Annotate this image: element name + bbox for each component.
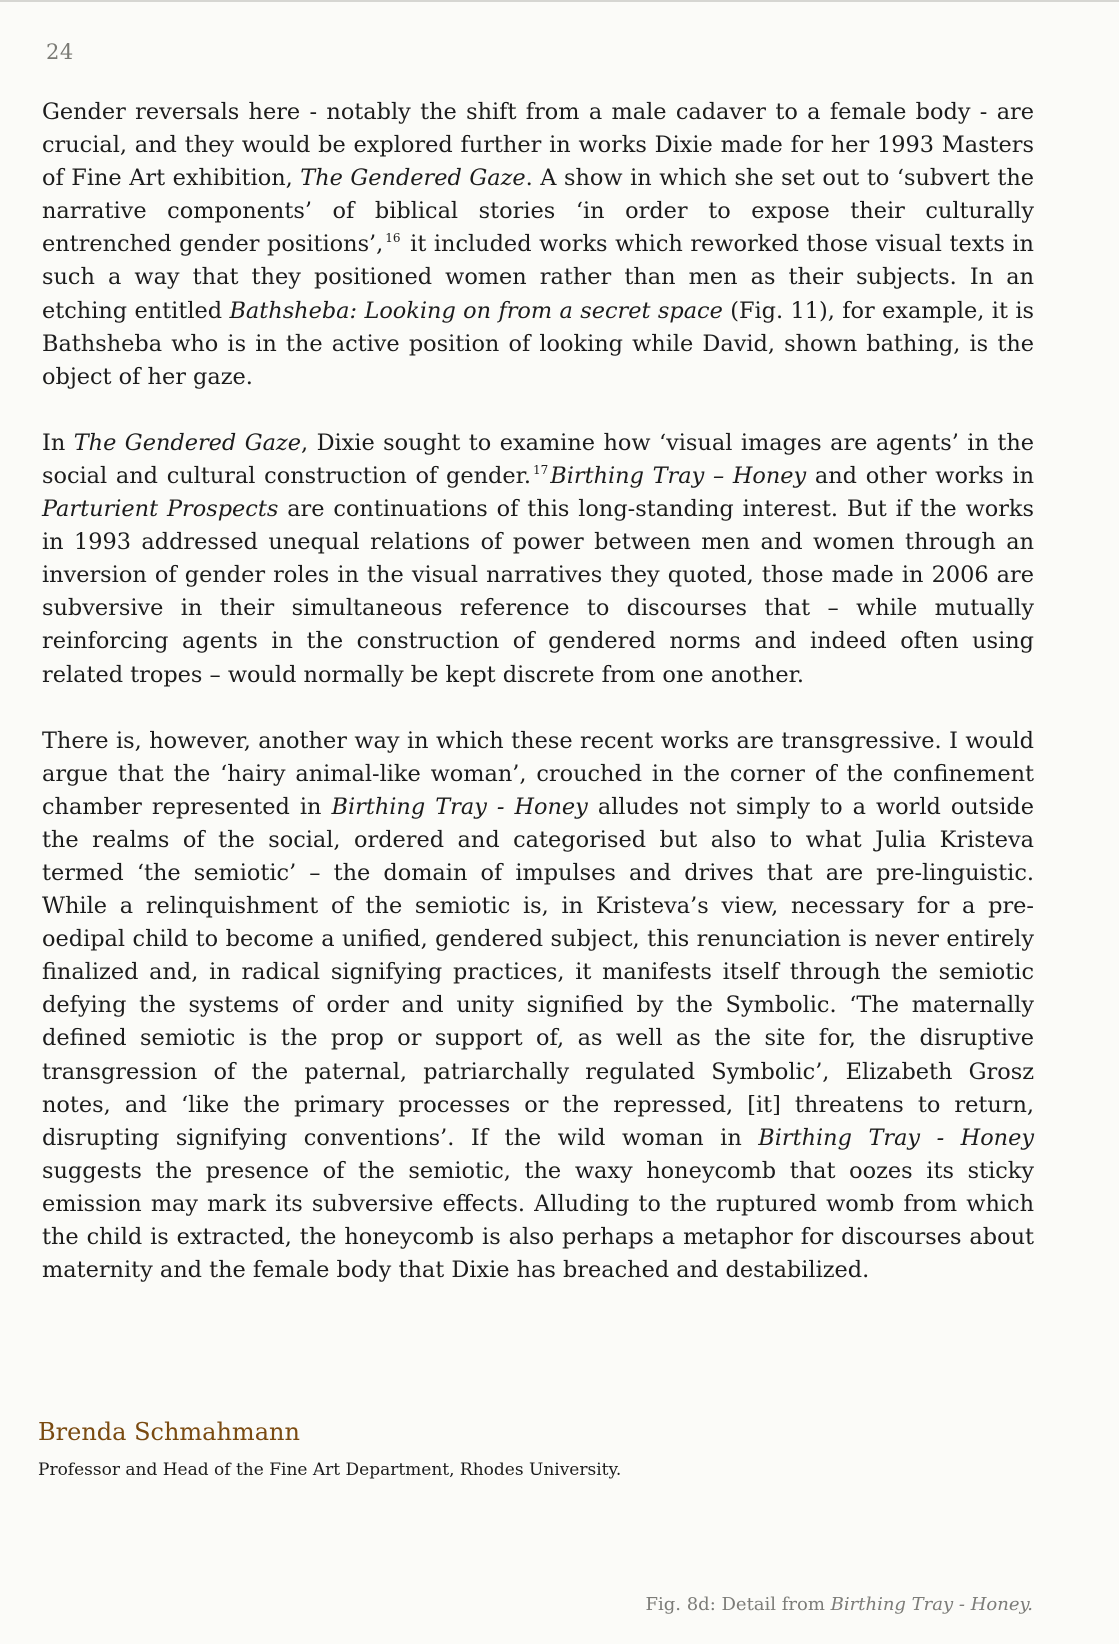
italic-title: Birthing Tray - Honey	[331, 793, 588, 820]
figure-caption	[646, 1594, 1033, 1615]
page-number: 24	[46, 40, 74, 64]
text-segment: it included works which reworked those visual texts in such a way that they positioned women rather than men as their subjects. In an etching entitled	[42, 231, 1034, 324]
italic-title: Bathsheba: Looking on from a secret space	[229, 297, 723, 324]
paragraph	[42, 96, 1034, 394]
author-affiliation: Professor and Head of the Fine Art Department, Rhodes University.	[38, 1460, 622, 1480]
paragraph	[42, 725, 1034, 1288]
text-segment: In	[42, 429, 74, 456]
text-segment: , Dixie sought to examine how ‘visual images are agents’ in the social and cultural construction of gender.	[42, 429, 1034, 489]
text-segment: and other works in	[806, 462, 1034, 489]
author-name: Brenda Schmahmann	[38, 1418, 300, 1446]
italic-title: Parturient Prospects	[42, 496, 279, 523]
italic-title: Birthing Tray - Honey	[758, 1124, 1034, 1151]
italic-title: Birthing Tray – Honey	[550, 462, 807, 489]
body-text	[42, 96, 1034, 1320]
italic-title: The Gendered Gaze	[73, 429, 301, 456]
text-segment: suggests the presence of the semiotic, the waxy honeycomb that oozes its sticky emission may mark its subversive effects. Alluding to the ruptured womb from which the child is extracted, the honeycomb is also perhaps a metaphor for discourses about maternity and the female body that Dixie has breached and destabilized.	[42, 1157, 1034, 1284]
text-segment: Gender reversals here - notably the shift from a male cadaver to a female body - are crucial, and they would be explored further in works Dixie made for her 1993 Masters of Fine Art exhibition,	[42, 99, 1034, 192]
italic-title: The Gendered Gaze	[300, 165, 526, 192]
caption-prefix: Fig. 8d: Detail from	[645, 1594, 831, 1615]
top-rule	[0, 0, 1119, 2]
paragraph	[42, 427, 1034, 692]
text-segment: alludes not simply to a world outside the realms of the social, ordered and categorised but also to what Julia Kristeva termed ‘the semiotic’ – the domain of impulses and drives that are pre-linguistic. While a relinquishment of the semiotic is, in Kristeva’s view, necessary for a pre-oedipal child to become a unified, gendered subject, this renunciation is never entirely finalized and, in radical signifying practices, it manifests itself through the semiotic defying the systems of order and unity signified by the Symbolic. ‘The maternally defined semiotic is the prop or support of, as well as the site for, the disruptive transgression of the paternal, patriarchally regulated Symbolic’, Elizabeth Grosz notes, and ‘like the primary processes or the repressed, [it] threatens to return, disrupting signifying conventions’. If the wild woman in	[42, 793, 1034, 1151]
text-segment: are continuations of this long-standing interest. But if the works in 1993 addressed unequal relations of power between men and women through an inversion of gender roles in the visual narratives they quoted, those made in 2006 are subversive in their simultaneous reference to discourses that – while mutually reinforcing agents in the construction of gendered norms and indeed often using related tropes – would normally be kept discrete from one another.	[42, 496, 1034, 688]
footnote-ref: 16	[385, 231, 401, 246]
footnote-ref: 17	[532, 462, 549, 477]
text-segment: (Fig. 11), for example, it is Bathsheba who is in the active position of looking while David, shown bathing, is the object of her gaze.	[42, 297, 1034, 390]
text-segment: . A show in which she set out to ‘subvert the narrative components’ of biblical stories ‘in order to expose their culturally entrenched gender positions’,	[42, 165, 1035, 258]
caption-title: Birthing Tray - Honey.	[830, 1594, 1033, 1615]
text-segment: There is, however, another way in which these recent works are transgressive. I would argue that the ‘hairy animal-like woman’, crouched in the corner of the confinement chamber represented in	[42, 727, 1034, 820]
